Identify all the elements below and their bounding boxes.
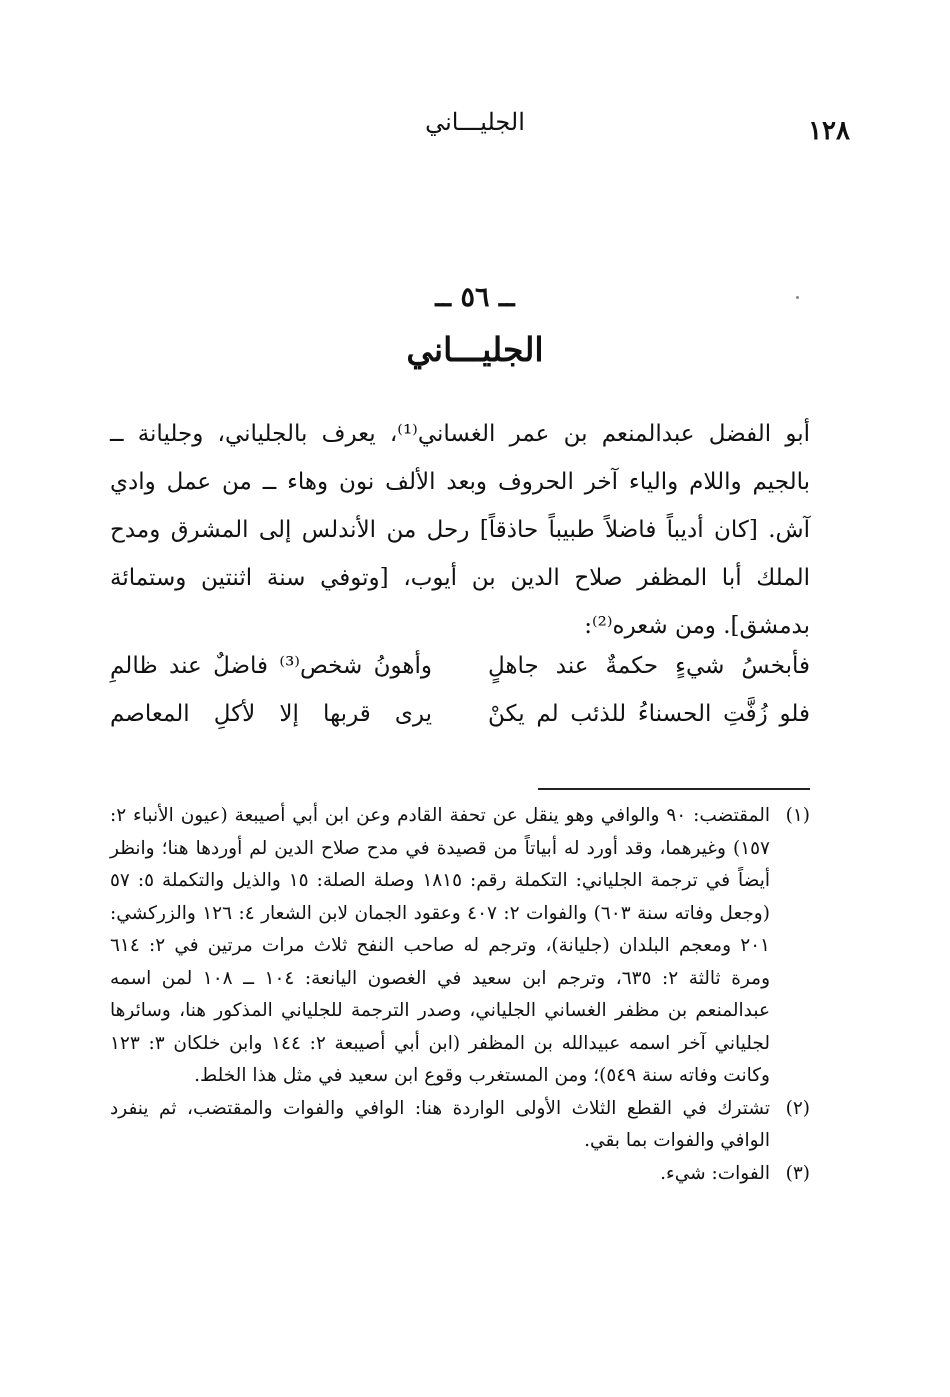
footnote-text: الفوات: شيء. xyxy=(660,1162,770,1184)
verse-second-hemistich: وأهونُ شخص⁽³⁾ فاضلٌ عند ظالمِ xyxy=(110,653,433,679)
footnote xyxy=(110,800,810,1093)
running-title: الجليـــاني xyxy=(425,108,525,136)
biography-paragraph: أبو الفضل عبدالمنعم بن عمر الغساني⁽¹⁾، يعرف بالجلياني، وجليانة ــ بالجيم واللام والياء آخر الحروف وبعد الألف نون وهاء ــ من عمل وادي آش. [كان أديباً فاضلاً طبيباً حاذقاً] رحل من الأندلس إلى المشرق ومدح الملك أبا المظفر صلاح الدين بن أيوب، [وتوفي سنة اثنتين وستمائة بدمشق]. ومن شعره⁽²⁾: xyxy=(110,421,811,639)
page-number: ١٢٨ xyxy=(808,116,850,146)
footnote-number: (١) xyxy=(785,805,810,826)
verse-line xyxy=(110,690,810,738)
footnote-text: المقتضب: ٩٠ والوافي وهو ينقل عن تحفة القادم وعن ابن أبي أصيبعة (عيون الأنباء ٢: ١٥٧) وغيرهما، وقد أورد له أبياتاً من قصيدة في مدح صلاح الدين لم أوردها هنا؛ وانظر أيضاً في ترجمة الجلياني: التكملة رقم: ١٨١٥ وصلة الصلة: ١٥ والذيل والتكملة ٥: ٥٧ (وجعل وفاته سنة ٦٠٣) والفوات ٢: ٤٠٧ وعقود الجمان لابن الشعار ٤: ١٢٦ والزركشي: ٢٠١ ومعجم البلدان (جليانة)، وترجم له صاحب النفح ثلاث مرات مرتين في ٢: ٦١٤ ومرة ثالثة ٢: ٦٣٥، وترجم ابن سعيد في الغصون اليانعة: ١٠٤ ــ ١٠٨ لمن اسمه عبدالمنعم بن مظفر الغساني الجلياني، وصدر الترجمة للجلياني المذكور هنا، وسائرها لجلياني آخر اسمه عبيدالله بن المظفر (ابن أبي أصيبعة ٢: ١٤٤ وابن خلكان ٣: ١٢٣ وكانت وفاته سنة ٥٤٩)؛ ومن المستغرب وقوع ابن سعيد في مثل هذا الخلط. xyxy=(110,805,771,1086)
page-header xyxy=(100,108,850,148)
poem xyxy=(110,642,810,738)
entry-number: ــ ٥٦ ــ xyxy=(435,282,515,313)
verse-first-hemistich: فأبخسُ شيءٍ حكمةٌ عند جاهلٍ xyxy=(488,653,810,679)
footnotes xyxy=(110,800,810,1190)
entry-body xyxy=(110,410,810,650)
footnote xyxy=(110,1093,810,1158)
footnote-separator xyxy=(538,788,810,790)
footnote-number: (٣) xyxy=(785,1162,810,1184)
verse-second-hemistich: يرى قربها إلا لأكلِ المعاصم xyxy=(110,701,432,727)
footnote-number: (٢) xyxy=(785,1097,810,1119)
entry-title: الجليـــاني xyxy=(406,330,544,369)
verse-first-hemistich: فلو زُفَّتِ الحسناءُ للذئب لم يكنْ xyxy=(488,701,810,727)
verse-line xyxy=(110,642,810,690)
footnote xyxy=(110,1158,810,1191)
footnote-text: تشترك في القطع الثلاث الأولى الواردة هنا: الوافي والفوات والمقتضب، ثم ينفرد الوافي والفوات بما بقي. xyxy=(110,1097,770,1151)
